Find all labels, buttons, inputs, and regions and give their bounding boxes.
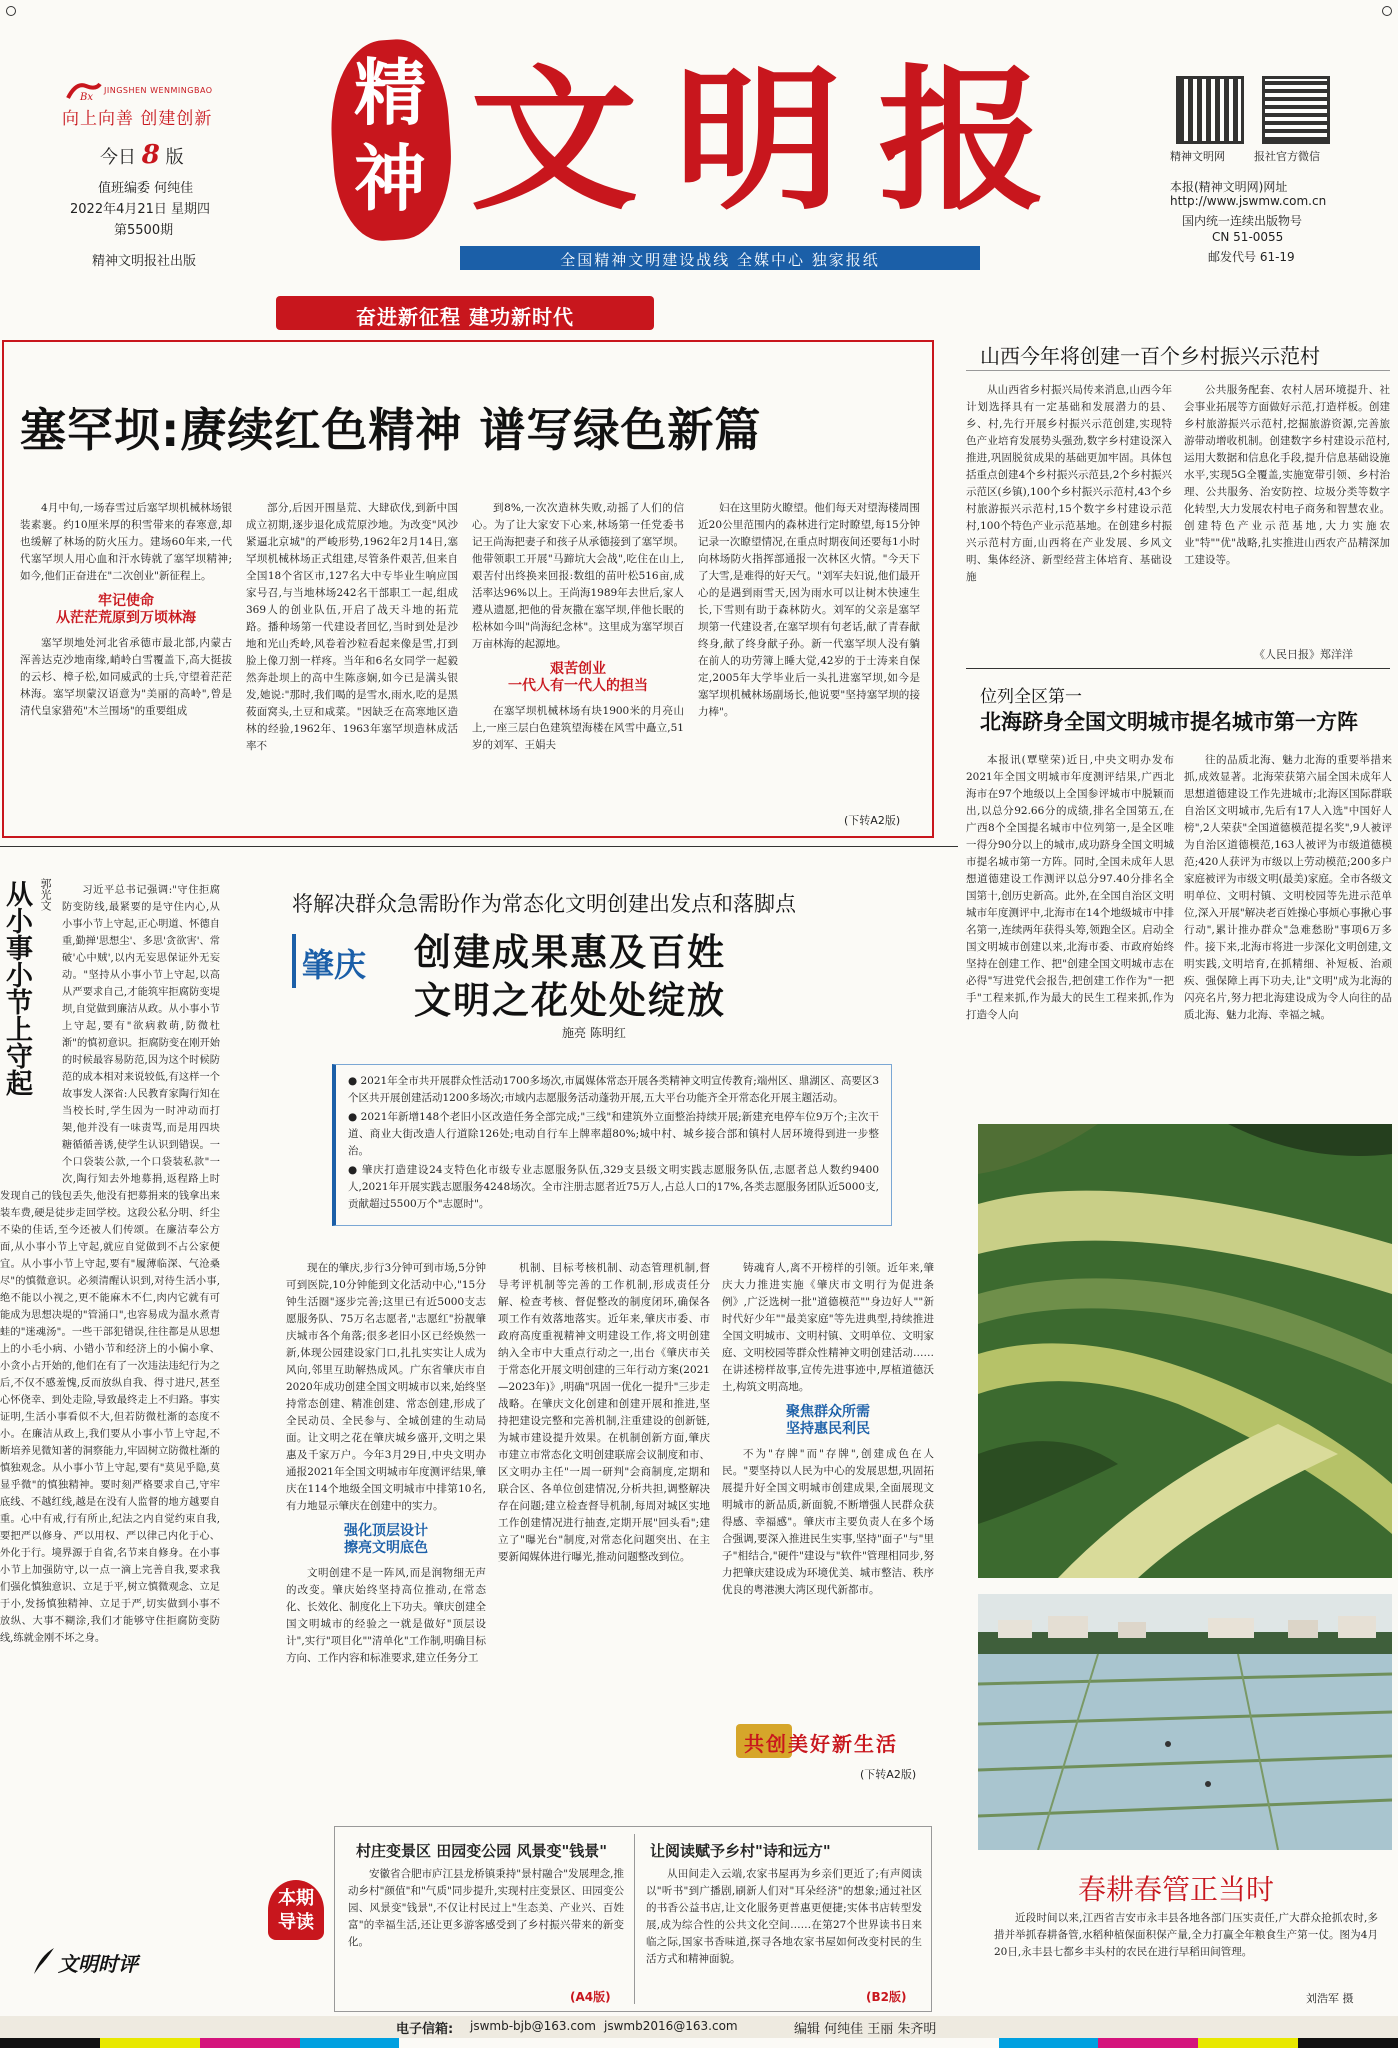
color-bar-swatch-9 (1298, 2038, 1398, 2048)
guide-item-1-text-body: 安徽省合肥市庐江县龙桥镇秉持"景村融合"发展理念,推动乡村"颜值"和"气质"同步提升,实现村庄变景区、田园变公园、风景变"钱景",不仅让村民过上"生态美、产业兴、百姓富"的幸福生活,还让更多游客感受到了乡村振兴带来的新变化。 (348, 1868, 624, 1948)
guide-item-2-text (646, 1866, 922, 1986)
zhaoqing-col-1-text: 现在的肇庆,步行3分钟可到市场,5分钟可到医院,10分钟能到文化活动中心,"15分钟生活圈"逐步完善;这里已有近5000支志愿服务队、75万名志愿者,"志愿红"扮靓肇庆城市各个角落;很多老旧小区已经焕然一新,体现公园建设家门口,扎扎实实让人成为风向,邻里互助解热成风。广东省肇庆市自2020年成功创建全国文明城市以来,始终坚持常态创建、精准创建、常态创建,形成了全民动员、全民参与、全城创建的生动局面。让文明之花在肇庆城乡盛开,文明之果惠及千家万户。今年3月29日,中央文明办通报2021年全国文明城市年度测评结果,肇庆在114个地级全国文明城市中排第10名,有力地显示肇庆在创建中的实力。 (286, 1262, 486, 1512)
spring-credit: 刘浩军 摄 (1306, 1992, 1354, 2005)
shanxi-source: 《人民日报》郑洋洋 (1254, 648, 1353, 661)
footer-email-1[interactable]: jswmb-bjb@163.com (470, 2019, 596, 2033)
shanxi-headline: 山西今年将创建一百个乡村振兴示范村 (980, 344, 1320, 368)
zhaoqing-headline-2: 文明之花处处绽放 (414, 979, 726, 1022)
color-bar-swatch-7 (1098, 2038, 1198, 2048)
guide-item-1-page[interactable]: (A4版) (570, 1990, 611, 2004)
today-label: 今日 (100, 147, 136, 168)
spring-caption-text: 近段时间以来,江西省吉安市永丰县各地各部门压实责任,广大群众抢抓农时,多措并举抓春耕备管,水稻种植保面积保产量,全力打赢全年粮食生产第一仗。图为4月20日,永丰县七都乡丰头村的农民在进行早稻田间管理。 (994, 1912, 1378, 1958)
zhaoqing-continue: (下转A2版) (860, 1768, 917, 1781)
lead-col-1-text: 4月中旬,一场春雪过后塞罕坝机械林场银装素裹。约10厘米厚的积雪带来的春寒意,却也缓解了林场的防火压力。建场60年来,一代代塞罕坝人用心血和汗水铸就了塞罕坝精神;如今,他们正奋进在"二次创业"新征程上。 (20, 502, 232, 582)
bullet-icon-1: ● (348, 1075, 361, 1087)
zhaoqing-sub-3a: 聚焦群众所需 (786, 1404, 870, 1420)
commentary-column-name: 文明时评 (58, 1952, 138, 1976)
guide-item-2-title: 让阅读赋予乡村"诗和远方" (650, 1842, 831, 1860)
lead-sub-1a: 牢记使命 (98, 593, 154, 609)
publisher: 精神文明报社出版 (92, 254, 197, 269)
title-red-chars: 精神 (353, 50, 426, 221)
lead-col-2 (246, 500, 458, 830)
lead-sub-1b: 从茫茫荒原到万顷林海 (56, 610, 196, 626)
color-bar (0, 2038, 1398, 2048)
lead-sub-3a: 艰苦创业 (550, 661, 606, 677)
quill-icon (30, 1946, 56, 1976)
footer-email-2[interactable]: jswmb2016@163.com (604, 2019, 738, 2033)
zhaoqing-summary-2-text: 2021年新增148个老旧小区改造任务全部完成;"三线"和建筑外立面整治持续开展;新建充电停车位9万个;主次干道、商业大街改造人行道除126处;电动自行车上牌率超80%;城中村、城乡接合部和镇村人居环境得到进一步整治。 (348, 1111, 879, 1157)
lead-col-4 (698, 500, 920, 810)
zhaoqing-col-2 (498, 1260, 710, 1780)
zhaoqing-city-tag-text: 肇庆 (302, 946, 367, 984)
lead-sub-3b: 一代人有一代人的担当 (508, 678, 648, 694)
reg-mark-tl (6, 6, 16, 16)
footer-editors: 编辑 何纯佳 王丽 朱齐明 (794, 2022, 937, 2037)
zhaoqing-col-3-text: 铸魂育人,离不开榜样的引领。近年来,肇庆大力推进实施《肇庆市文明行为促进条例》,广泛选树一批"道德模范""身边好人""新时代好少年""最美家庭"等先进典型,持续推进全国文明城市、文明村镇、文明单位、文明家庭、文明校园等群众性精神文明创建活动……在讲述榜样故事,宣传先进事迹中,厚植道德沃土,构筑文明高地。 (722, 1262, 934, 1393)
zhaoqing-sub-3b: 坚持惠民利民 (786, 1421, 870, 1437)
commentary-title: 从小事小节上守起 (1, 880, 32, 1096)
guide-divider (634, 1834, 635, 2004)
site-label: 本报(精神文明网)网址 (1170, 180, 1288, 194)
lead-col-1 (20, 500, 232, 830)
issue-date: 2022年4月21日 星期四 (70, 202, 211, 217)
zhaoqing-col-3 (722, 1260, 934, 1760)
zhaoqing-summary-2 (348, 1109, 879, 1160)
spring-caption (994, 1910, 1378, 1990)
shanxi-col-2-text: 公共服务配套、农村人居环境提升、社会事业拓展等方面做好示范,打造样板。创建乡村旅游振兴示范村,挖掘旅游资源,完善旅游带动增收机制。创建数字乡村建设示范村,运用大数据和信息化手段,提升信息基础设施水平,实现5G全覆盖,实施宽带引领、乡村治理、公共服务、治安防控、垃圾分类等数字化转型,大力发展农村电子商务和智慧农业。创建特色产业示范基地,大力实施农业"特""优"战略,扎实推进山西农产品精深加工建设等。 (1184, 384, 1390, 566)
spring-banner-text: 共创美好新生活 (744, 1732, 898, 1756)
guide-label-2: 导读 (278, 1912, 314, 1933)
color-bar-swatch-3 (200, 2038, 300, 2048)
shanxi-bottom-rule (966, 668, 1390, 669)
zhaoqing-summary-3-text: 肇庆打造建设24支特色化市级专业志愿服务队伍,329支县级文明实践志愿服务队伍,志愿者总人数约9400人,2021年开展实践志愿服务4248场次。全市注册志愿者近75万人,占总人口的17%,各类志愿服务团队近5000支,贡献超过5500万个"志愿时"。 (348, 1164, 879, 1210)
lead-col-3-text: 到8%,一次次造林失败,动摇了人们的信心。为了让大家安下心来,林场第一任党委书记王尚海把妻子和孩子从承德接到了塞罕坝。他带领职工开展"马蹄坑大会战",吃住在山上,艰苦付出终换来回报:数组的苗叶松516亩,成活率达96%以上。王尚海1989年去世后,家人遵从遗愿,把他的骨灰撒在塞罕坝,伴他长眠的松林如今叫"尚海纪念林"。这里成为塞罕坝百万亩林海的起源地。 (472, 502, 684, 650)
beihai-col-1 (966, 752, 1174, 1116)
shanxi-col-1-text: 从山西省乡村振兴局传来消息,山西今年计划选择具有一定基础和发展潜力的县、乡、村,先行开展乡村振兴示范创建,实现特色产业培育发展势头强劲,数字乡村建设深入推进,巩固脱贫成果的基础更加牢固。具体包括重点创建4个乡村振兴示范县,2个乡村振兴示范区(乡镇),100个乡村振兴示范村,43个乡村旅游振兴示范村,15个数字乡村建设示范村,100个特色产业示范基地。在创建乡村振兴示范村方面,山西将在产业发展、乡风文明、集体经济、新型经营主体培育、基础设施 (966, 384, 1172, 583)
bullet-icon-2: ● (348, 1111, 361, 1123)
shanxi-rule (966, 370, 1390, 371)
today-count: 8 (141, 140, 160, 170)
color-bar-swatch-2 (100, 2038, 200, 2048)
qr-code-2 (1262, 76, 1330, 144)
shanxi-col-1 (966, 382, 1172, 662)
guide-item-2-page[interactable]: (B2版) (866, 1990, 907, 2004)
lead-col-3b-text: 在塞罕坝机械林场有块1900米的月亮山上,一座三层白色建筑望海楼在风雪中矗立,51岁的刘军、王娟夫 (472, 705, 684, 751)
beihai-col-2-text: 往的品质北海、魅力北海的重要举措来抓,成效显著。北海荣获第六届全国未成年人思想道德建设工作先进城市;北海区国际群联自治区文明城市,先后有17人入选"中国好人榜",2人荣获"全国道德模范提名奖",9人被评为自治区道德模范,163人被评为市级道德模范;420人获评为市级以上劳动模范;200多户家庭被评为市级文明(最美)家庭。全市各级文明单位、文明村镇、文明校园等先进示范单位,深入开展"解决老百姓操心事烦心事揪心事行动",累计推办群众"急难愁盼"事项6万多件。接下来,北海市将进一步深化文明创建,文明实践,文明培育,在抓精细、补短板、治顽疾、强保障上再下功夫,让"文明"成为北海的闪亮名片,努力把北海建设成为令人向往的品质北海、魅力北海、幸福之城。 (1184, 754, 1392, 1021)
lead-banner (276, 296, 654, 330)
title-band-text: 全国精神文明建设战线 全媒中心 独家报纸 (560, 251, 880, 269)
color-bar-swatch-5 (399, 2038, 998, 2048)
commentary-float (0, 882, 62, 1182)
zhaoqing-summary-3 (348, 1162, 879, 1213)
commentary-body-text: 习近平总书记强调:"守住拒腐防变防线,最紧要的是守住内心,从小事小节上守起,正心明道、怀德自重,勤掸'思想尘'、多思'贪欲害'、常破'心中贼',以内无妄思保证外无妄动。"坚持从小事小节上守起,以高从严要求自己,才能筑牢拒腐防变堤坝,自觉做到廉洁从政。从小事小节上守起,要有"欲病救萌,防微杜渐"的慎初意识。拒腐防变在刚开始的时候最容易防范,因为这个时候防范的成本相对来说较低,有这样一个故事发人深省:人民教育家陶行知在当校长时,学生因为一时冲动而打架,他并没有一味责骂,而是用四块糖循循善诱,使学生认识到错误。一个口袋装公款,一个口袋装私款"一次,陶行知去外地募捐,返程路上时发现自己的钱包丢失,他没有把募捐来的钱拿出来装车费,硬是徒步走回学校。这段公私分明、纤尘不染的佳话,至今还被人们传颂。在廉洁奉公方面,从小事小节上守起,就应自觉做到不占公家便宜。从小事小节上守起,要有"履薄临深、气沧桑尽"的慎微意识。必须清醒认识到,对待生活小事,绝不能以小视之,更不能麻木不仁,肉内它就有可能成为思想决堤的"管涌口",也容易成为温水煮青蛙的"迷魂汤"。一些干部犯错误,往往都是从思想上的小毛小病、小错小节和经济上的小偏小拿、小贪小占开始的,他们在有了一次违法违纪行为之后,不仅不感羞愧,反而放纵自我、得寸进尺,甚至心怀侥幸、到处走险,导致最终走上不归路。事实证明,生活小事看似不大,但若防微杜渐的态度不小。在廉洁从政上,我们要从小事小节上守起,不断培养见微知著的洞察能力,牢固树立防微杜渐的慎独观念。从小事小节上守起,要有"莫见乎隐,莫显乎微"的慎独精神。要时刻严格要求自己,守牢底线、不越红线,越是在没有人监督的地方越要自重。心中有戒,行有所止,纪法之内自觉约束自我,要把严以修身、严以用权、严以律己内化于心、外化于行。境界源于自省,名节来自修身。在小事小节上加强防守,以一点一滴上完善自我,要求我们强化慎独意识、立足于平,树立慎微观念、立足于小,发扬慎独精神、立足于严,切实做到小事不放纵、大事不糊涂,我们才能够守住拒腐防变防线,练就金刚不坏之身。 (0, 885, 220, 1644)
zhaoqing-col-3b-text: 不为"存牌"而"存牌",创建成色在人民。"要坚持以人民为中心的发展思想,巩固拓展提升好全国文明城市创建成果,全面展现文明城市的新品质,新面貌,不断增强人民群众获得感、幸福感"。肇庆市主要负责人在多个场合强调,要深入推进民生实事,坚持"面子"与"里子"相结合,"硬件"建设与"软件"管理相同步,努力把肇庆建设成为环境优美、城市整洁、秩序优良的粤港澳大湾区现代新都市。 (722, 1448, 934, 1596)
zhaoqing-col-2-text: 机制、目标考核机制、动态管理机制,督导考评机制等完善的工作机制,形成责任分解、检查考核、督促整改的制度闭环,确保各项工作有效落地落实。近年来,肇庆市委、市政府高度重视精神文明建设工作,将文明创建纳入全市中大重点行动之一,出台《肇庆市关于常态化开展文明创建的三年行动方案(2021—2023年)》,明确"巩固一优化一提升"三步走战略。在肇庆文化创建和创建开展和推进,坚持把建设完整和完善机制,注重建设的创新链,为城市建设提升效果。在机制创新方面,肇庆市建立市常态化文明创建联席会议制度和市、区文明办主任"一周一研判"会商制度,定期和联合区、各单位创建情况,分析共担,调整解决存在问题;建立检查督导机制,每周对城区实地工作创建情况进行抽查,定期开展"回头看";建立了"曝光台"制度,对常态化问题突出、在主要新闻媒体进行曝光,推动问题整改到位。 (498, 1262, 710, 1563)
guide-label-1: 本期 (278, 1888, 314, 1909)
color-bar-swatch-1 (0, 2038, 100, 2048)
svg-text:Bx: Bx (80, 92, 93, 102)
slogan: 向上向善 创建创新 (62, 109, 213, 129)
color-bar-swatch-8 (1198, 2038, 1298, 2048)
color-bar-swatch-4 (300, 2038, 400, 2048)
lead-continue: (下转A2版) (844, 814, 901, 827)
beihai-col-2 (1184, 752, 1392, 1116)
issue-number: 第5500期 (114, 223, 174, 238)
footer-email-label: 电子信箱: (396, 2022, 454, 2037)
guide-item-1-text (348, 1866, 624, 1986)
left-section-rule (0, 846, 958, 847)
commentary-author: 郭光文 (39, 878, 52, 911)
beihai-col-1-text: 本报讯(覃壁荣)近日,中央文明办发布2021年全国文明城市年度测评结果,广西北海市在97个地级以上全国参评城市中脱颖而出,以总分92.66分的成绩,排名全国第五,在广西8个全国提名城市中位列第一,是全区唯一得分90分以上的城市,成功跻身全国文明城市提名城市第一方阵。同时,全国未成年人思想道德建设工作测评以总分97.40分排名全国第十,创历史新高。此外,在全国自治区文明城市年度测评中,北海市在14个地级城市中排名第一,连续两年获得头筹,领跑全区。启动全国文明城市创建以来,北海市委、市政府始终坚持在创建工作、把"创建全国文明城市志在必得"写进党代会报告,把创建工作作为"一把手"工程来抓,作为最大的民生工程来抓,作为打造令人向 (966, 754, 1174, 1021)
zhaoqing-sub-1a: 强化顶层设计 (344, 1523, 428, 1539)
reg-mark-tr (1382, 6, 1392, 16)
zhaoqing-headline-1: 创建成果惠及百姓 (414, 931, 726, 974)
postal-code: 邮发代号 61-19 (1208, 250, 1295, 264)
today-pages (100, 140, 184, 170)
beihai-kicker: 位列全区第一 (980, 687, 1082, 707)
cn-number: CN 51-0055 (1212, 230, 1284, 244)
lead-col-4-text: 妇在这里防火瞭望。他们每天对望海楼周围近20公里范围内的森林进行定时瞭望,每15分钟记录一次瞭望情况,在重点时期夜间还要每1小时向林场防火指挥部通报一次林区火情。"今天下了大雪,是难得的好天气。"刘军夫妇说,他们最开心的是遇到雨雪天,因为雨水可以让树木快速生长,下雪则有助于森林防火。刘军的父亲是塞罕坝第一代建设者,在塞罕坝有句老话,献了青春献终身,献了终身献子孙。新一代塞罕坝人没有躺在前人的功劳簿上睡大觉,42岁的于士涛来自保定,2005年大学毕业后一头扎进塞罕坝,如今是塞罕坝机械林场副场长,他说要"坚持塞罕坝的接力棒"。 (698, 502, 920, 718)
terraced-field-photo (978, 1124, 1392, 1578)
zhaoqing-summary-1 (348, 1073, 879, 1107)
village-paddy-photo (978, 1594, 1392, 1850)
spring-title: 春耕春管正当时 (1078, 1873, 1275, 1906)
qr-code-1 (1176, 76, 1244, 144)
qr-label-2: 报社官方微信 (1254, 150, 1320, 163)
zhaoqing-summary-box (332, 1064, 892, 1226)
lead-col-1b-text: 塞罕坝地处河北省承德市最北部,内蒙古浑善达克沙地南缘,峭岭白雪覆盖下,高大挺拔的云杉、樟子松,如同威武的士兵,守望着茫茫林海。塞罕坝蒙汉语意为"美丽的高岭",曾是清代皇家猎苑"木兰围场"的重要组成 (20, 637, 232, 717)
lead-headline: 塞罕坝:赓续红色精神 谱写绿色新篇 (20, 403, 762, 457)
cn-label: 国内统一连续出版物号 (1182, 214, 1303, 228)
site-url[interactable]: http://www.jswmw.com.cn (1170, 194, 1327, 208)
today-unit: 版 (165, 147, 184, 168)
lead-col-2-text: 部分,后因开围垦荒、大肆砍伐,到新中国成立初期,逐步退化成荒原沙地。为改变"风沙紧逼北京城"的严峻形势,1962年2月14日,塞罕坝机械林场正式组建,尽管条件艰苦,但来自全国18个省区市,127名大中专毕业生响应国家号召,与当地林场242名干部职工一起,组成369人的创业队伍,开启了战天斗地的拓荒路。播种场第一代建设者回忆,当时到处是沙地和光山秃岭,风卷着沙粒看起来像是雪,打到脸上像刀割一样疼。当年和6名女同学一起毅然奔赴坝上的高中生陈彦娴,如今已是满头银发,她说:"那时,我们喝的是雪水,雨水,吃的是黑莜面窝头,土豆和咸菜。"因缺乏在高寒地区造林的经验,1962年、1963年塞罕坝造林成活率不 (246, 502, 458, 752)
zhaoqing-sub-1b: 擦亮文明底色 (344, 1540, 428, 1556)
guide-item-2-text-body: 从田间走入云端,农家书屋再为乡亲们更近了;有声阅读以"听书"到广播剧,刷新人们对"耳朵经济"的想象;通过社区的书香公益书店,让文化服务更普惠更便捷;实体书店转型发展,成为综合性的公共文化空间……在第27个世界读书日来临之际,国家书香味道,探寻各地农家书屋如何改变村民的生活方式和精神面貌。 (646, 1868, 922, 1965)
logo-pinyin: JINGSHEN WENMINGBAO (104, 86, 213, 95)
zhaoqing-summary-1-text: 2021年全市共开展群众性活动1700多场次,市属媒体常态开展各类精神文明宣传教育;端州区、鼎湖区、高要区3个区共开展创建活动1200多场次;市域内志愿服务活动蓬勃开展,五大平台功能齐全开常态化开展主题活动。 (348, 1075, 879, 1104)
bullet-icon-3: ● (348, 1164, 362, 1176)
title-main: 文明报 (470, 48, 1082, 232)
spring-banner (736, 1720, 956, 1766)
masthead (0, 0, 1398, 300)
logo-mark (66, 80, 102, 102)
duty-editor: 值班编委 何纯佳 (98, 181, 194, 196)
lead-banner-text: 奋进新征程 建功新时代 (356, 305, 574, 329)
zhaoqing-col-1b-text: 文明创建不是一阵风,而是润物细无声的改变。肇庆始终坚持高位推动,在常态化、长效化、制度化上下功夫。肇庆创建全国文明城市的经验之一就是做好"顶层设计",实行"项目化""清单化"工作制,明确目标方向、工作内容和标准要求,建立任务分工 (286, 1567, 486, 1664)
commentary-column-badge (30, 1946, 170, 1976)
color-bar-swatch-6 (999, 2038, 1099, 2048)
zhaoqing-col-1 (286, 1260, 486, 1780)
shanxi-col-2 (1184, 382, 1390, 648)
guide-item-1-title: 村庄变景区 田园变公园 风景变"钱景" (356, 1842, 608, 1860)
beihai-headline: 北海跻身全国文明城市提名城市第一方阵 (980, 710, 1358, 734)
zhaoqing-byline: 施亮 陈明红 (562, 1026, 626, 1040)
commentary-body (0, 882, 220, 1830)
lead-col-3 (472, 500, 684, 830)
qr-label-1: 精神文明网 (1170, 150, 1225, 163)
zhaoqing-pre-title: 将解决群众急需盼作为常态化文明创建出发点和落脚点 (292, 892, 796, 916)
